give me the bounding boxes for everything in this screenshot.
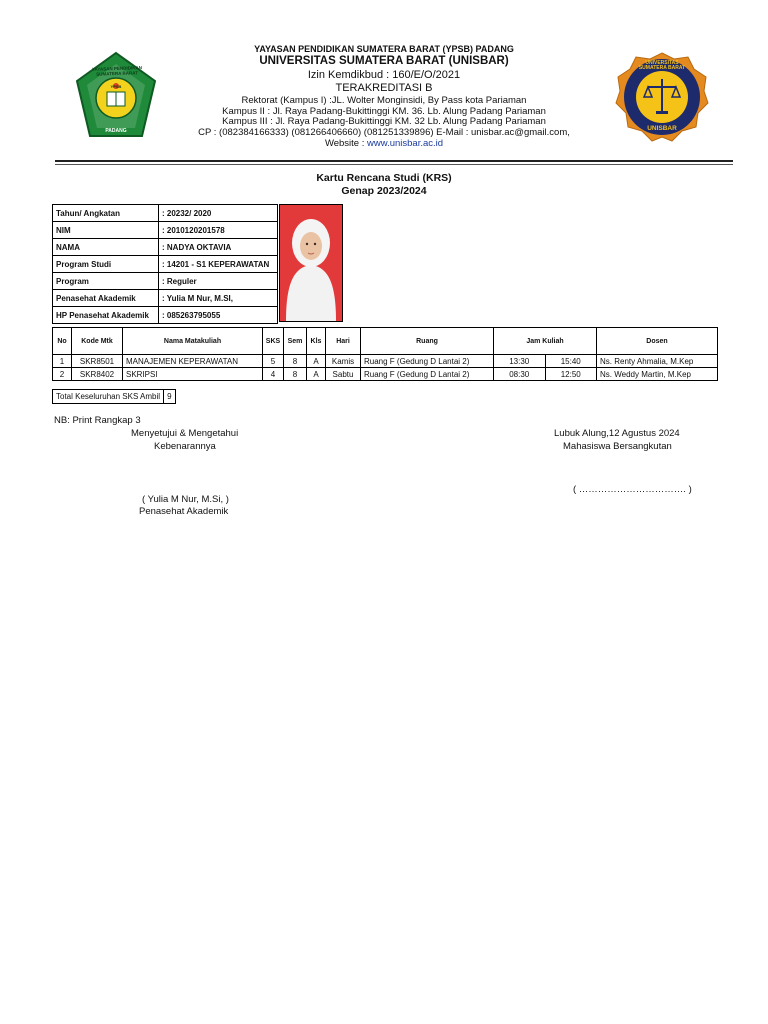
student-signature-line: ( ……………………………. ) (573, 484, 692, 495)
cell-kls: A (307, 355, 326, 368)
student-role: Mahasiswa Bersangkutan (563, 441, 672, 452)
unisbar-logo-text-bottom: UNISBAR (647, 125, 677, 132)
cell-dosen: Ns. Renty Ahmalia, M.Kep (597, 355, 718, 368)
foundation-name: YAYASAN PENDIDIKAN SUMATERA BARAT (YPSB) PADANG (254, 44, 514, 54)
advisor-role: Penasehat Akademik (139, 506, 229, 517)
campus3-address: Kampus III : Jl. Raya Padang-Bukittinggi KM. 32 Lb. Alung Padang Pariaman (222, 116, 546, 127)
col-header-sks: SKS (263, 328, 284, 355)
cell-no: 1 (53, 355, 72, 368)
campus1-address: Rektorat (Kampus I) :JL. Wolter Monginsidi, By Pass kota Pariaman (241, 95, 527, 106)
total-sks-box (52, 389, 176, 404)
approval-line1: Menyetujui & Mengetahui (131, 428, 239, 439)
info-key: Penasehat Akademik (53, 290, 159, 307)
cell-jam-mulai: 08:30 (494, 368, 546, 381)
cell-jam-selesai: 15:40 (545, 355, 597, 368)
university-name: UNIVERSITAS SUMATERA BARAT (UNISBAR) (259, 55, 509, 67)
info-value: : Yulia M Nur, M.SI, (159, 290, 278, 307)
print-note: NB: Print Rangkap 3 (54, 415, 141, 426)
semester-title: Genap 2023/2024 (341, 185, 427, 197)
col-header-ruang: Ruang (361, 328, 494, 355)
cell-kls: A (307, 368, 326, 381)
table-row (53, 368, 718, 381)
info-key: Program Studi (53, 256, 159, 273)
ypsb-logo-text-top: YAYASAN PENDIDIKAN SUMATERA BARAT (91, 65, 143, 77)
website-link[interactable]: www.unisbar.ac.id (367, 138, 444, 149)
col-header-no: No (53, 328, 72, 355)
permit-text: Izin Kemdikbud : 160/E/O/2021 (307, 69, 461, 81)
info-key: Program (53, 273, 159, 290)
cell-sks: 5 (263, 355, 284, 368)
contact-line: CP : (082384166333) (081266406660) (081251339896) E-Mail : unisbar.ac@gmail.com, (198, 127, 570, 138)
cell-kode: SKR8501 (72, 355, 123, 368)
advisor-name: ( Yulia M Nur, M.Si, ) (142, 494, 229, 505)
info-value: : 20232/ 2020 (159, 205, 278, 222)
website-label: Website : (324, 138, 368, 149)
total-sks-value: 9 (164, 390, 175, 404)
cell-sem: 8 (284, 355, 307, 368)
info-row (53, 222, 278, 239)
total-sks-label: Total Keseluruhan SKS Ambil (53, 390, 164, 404)
col-header-dosen: Dosen (597, 328, 718, 355)
info-value: : Reguler (159, 273, 278, 290)
cell-hari: Sabtu (326, 368, 361, 381)
cell-dosen: Ns. Weddy Martin, M.Kep (597, 368, 718, 381)
col-header-kls: Kls (307, 328, 326, 355)
info-value: : 2010120201578 (159, 222, 278, 239)
col-header-sem: Sem (284, 328, 307, 355)
info-row (53, 307, 278, 324)
info-row (53, 256, 278, 273)
course-table (52, 327, 718, 381)
cell-jam-mulai: 13:30 (494, 355, 546, 368)
cell-jam-selesai: 12:50 (545, 368, 597, 381)
course-header-row (53, 328, 718, 355)
info-row (53, 290, 278, 307)
cell-sem: 8 (284, 368, 307, 381)
info-key: NIM (53, 222, 159, 239)
col-header-nama: Nama Matakuliah (123, 328, 263, 355)
info-value: : 14201 - S1 KEPERAWATAN (159, 256, 278, 273)
student-info-table (52, 204, 278, 324)
cell-hari: Kamis (326, 355, 361, 368)
info-row (53, 273, 278, 290)
document-title: Kartu Rencana Studi (KRS) (316, 172, 452, 184)
table-row (53, 355, 718, 368)
info-row (53, 239, 278, 256)
unisbar-logo-text-top: UNIVERSITAS SUMATERA BARAT (638, 60, 686, 71)
col-header-jam: Jam Kuliah (494, 328, 597, 355)
accreditation-text: TERAKREDITASI B (335, 82, 433, 94)
ypsb-logo-text-bottom: PADANG (105, 128, 127, 134)
cell-kode: SKR8402 (72, 368, 123, 381)
info-key: HP Penasehat Akademik (53, 307, 159, 324)
total-row (53, 390, 176, 404)
place-date: Lubuk Alung,12 Agustus 2024 (554, 428, 680, 439)
cell-nama: SKRIPSI (123, 368, 263, 381)
info-value: : 085263795055 (159, 307, 278, 324)
col-header-hari: Hari (326, 328, 361, 355)
approval-line2: Kebenarannya (154, 441, 216, 452)
col-header-kode: Kode Mtk (72, 328, 123, 355)
website-line (0, 138, 768, 149)
header-divider-thick (55, 160, 733, 162)
cell-nama: MANAJEMEN KEPERAWATAN (123, 355, 263, 368)
campus2-address: Kampus II : Jl. Raya Padang-Bukittinggi KM. 36. Lb. Alung Padang Pariaman (222, 106, 546, 117)
info-value: : NADYA OKTAVIA (159, 239, 278, 256)
info-row (53, 205, 278, 222)
info-key: NAMA (53, 239, 159, 256)
cell-sks: 4 (263, 368, 284, 381)
cell-ruang: Ruang F (Gedung D Lantai 2) (361, 368, 494, 381)
student-photo (279, 204, 343, 322)
cell-ruang: Ruang F (Gedung D Lantai 2) (361, 355, 494, 368)
cell-no: 2 (53, 368, 72, 381)
header-divider-thin (55, 164, 733, 165)
info-key: Tahun/ Angkatan (53, 205, 159, 222)
ypsb-logo-text-inner: YPSB (110, 84, 122, 89)
